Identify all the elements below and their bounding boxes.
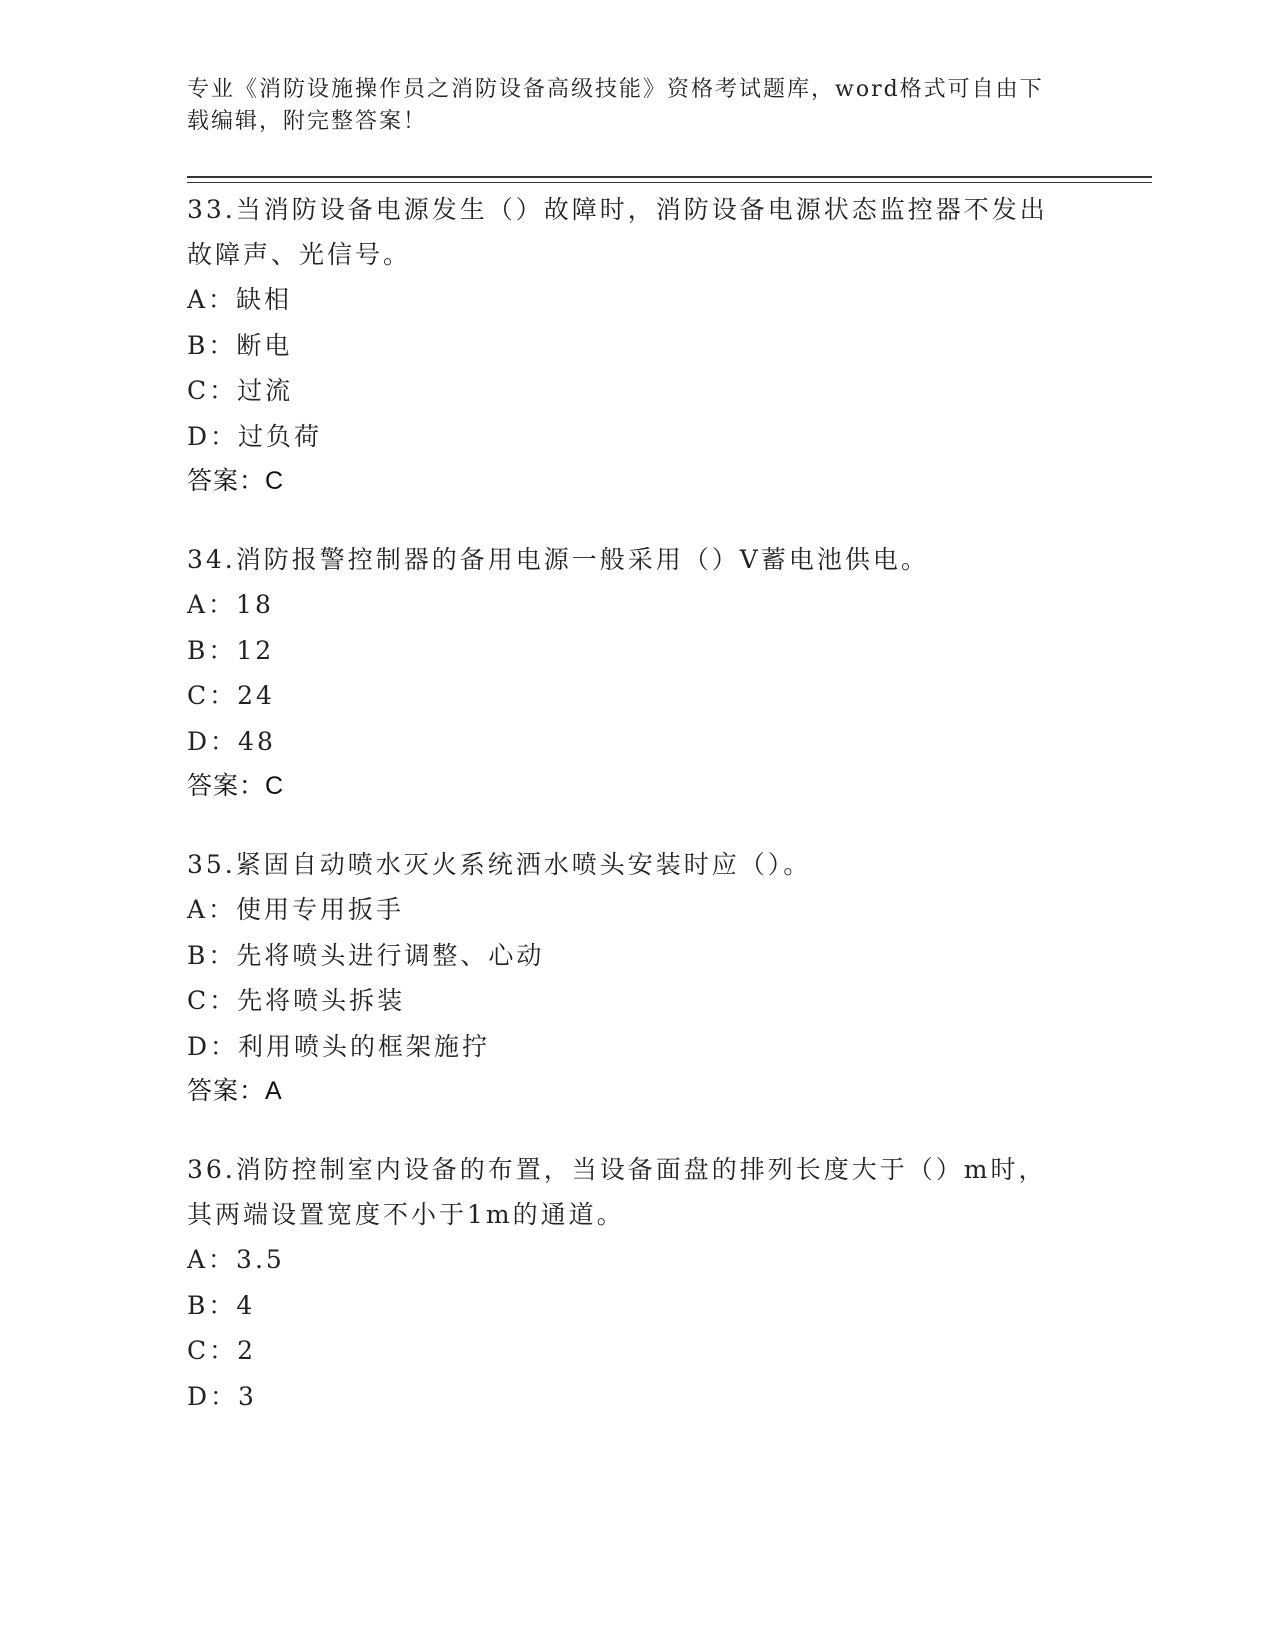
answer-line (187, 459, 1087, 504)
option-d: D：过负荷 (187, 421, 323, 451)
question-36 (187, 1147, 1087, 1419)
option-a: A：缺相 (187, 285, 293, 314)
answer-value: C (265, 772, 285, 800)
question-stem-line: 其两端设置宽度不小于1m的通道。 (187, 1200, 625, 1229)
answer-line (187, 1069, 1087, 1114)
header-line-2: 载编辑，附完整答案！ (187, 109, 428, 134)
answer-line (187, 764, 1087, 809)
question-35 (187, 842, 1087, 1114)
header-rule-thick (187, 176, 1152, 178)
option-c: C：24 (187, 681, 275, 710)
answer-label: 答案： (187, 467, 266, 495)
question-34 (187, 537, 1087, 809)
option-a: A：18 (187, 590, 274, 619)
option-c: C：过流 (187, 376, 294, 405)
option-c: C：2 (187, 1336, 257, 1365)
question-stem-line: 34.消防报警控制器的备用电源一般采用（）V蓄电池供电。 (187, 545, 929, 574)
header-rule-thin (187, 182, 1152, 183)
option-b: B：先将喷头进行调整、心动 (187, 940, 545, 970)
option-a: A：3.5 (187, 1245, 285, 1274)
answer-value: C (265, 467, 285, 495)
answer-label: 答案： (187, 772, 266, 800)
option-c: C：先将喷头拆装 (187, 986, 406, 1015)
option-b: B：4 (187, 1290, 256, 1320)
question-stem-line: 35.紧固自动喷水灭火系统洒水喷头安装时应（）。 (187, 850, 812, 879)
option-b: B：12 (187, 635, 275, 665)
document-header (187, 74, 1087, 138)
option-a: A：使用专用扳手 (187, 895, 405, 924)
header-line-1: 专业《消防设施操作员之消防设备高级技能》资格考试题库，word格式可自由下 (187, 77, 1044, 102)
answer-value: A (265, 1077, 283, 1105)
question-stem-line: 33.当消防设备电源发生（）故障时，消防设备电源状态监控器不发出 (187, 195, 1048, 224)
answer-label: 答案： (187, 1077, 266, 1105)
question-stem-line: 36.消防控制室内设备的布置，当设备面盘的排列长度大于（）m时， (187, 1155, 1047, 1184)
question-33 (187, 187, 1087, 504)
option-d: D：48 (187, 726, 276, 756)
question-stem-line: 故障声、光信号。 (187, 240, 412, 269)
option-d: D：3 (187, 1381, 257, 1411)
option-b: B：断电 (187, 330, 293, 360)
option-d: D：利用喷头的框架施拧 (187, 1031, 491, 1061)
